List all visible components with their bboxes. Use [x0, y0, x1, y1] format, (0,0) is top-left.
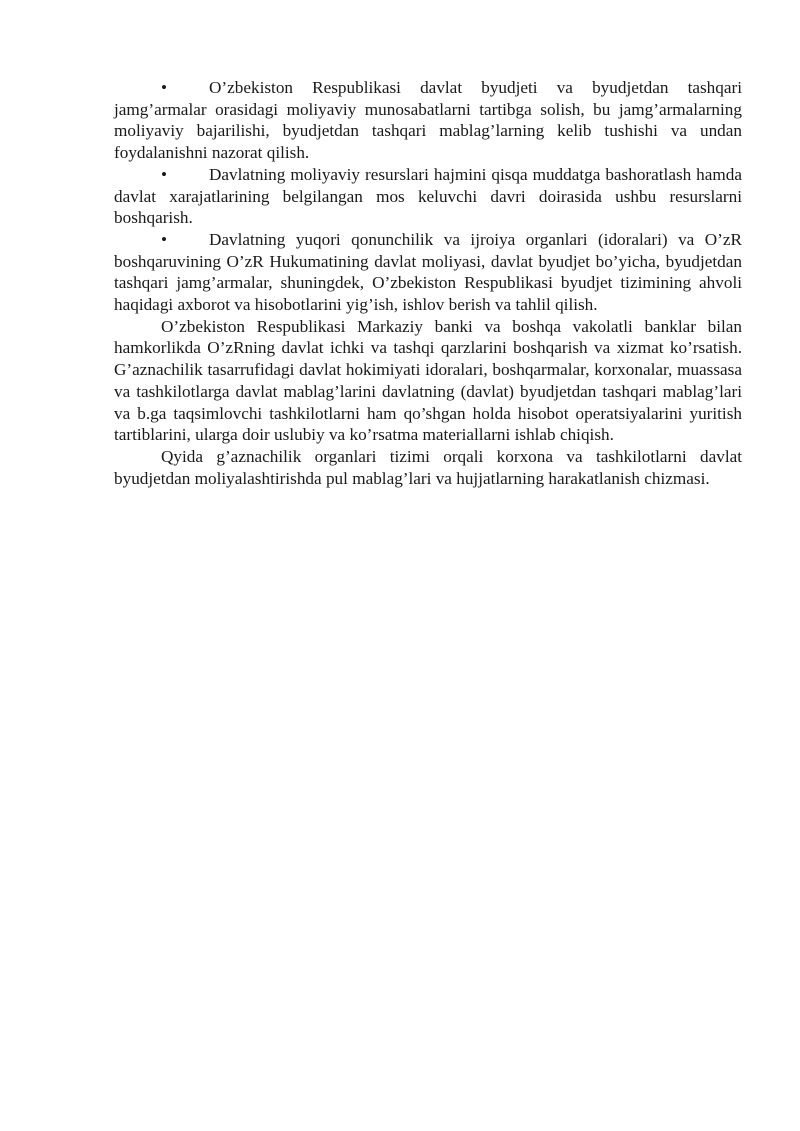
bullet-symbol: •: [161, 164, 168, 184]
bullet-symbol: •: [161, 229, 168, 249]
paragraph-central-bank: O’zbekiston Respublikasi Markaziy banki va boshqa vakolatli banklar bilan hamkorlikda O’zRning davlat ichki va tashqi qarzlarini boshqarish va xizmat ko’rsatish. G’aznachilik tasarrufidagi davlat hokimiyati idoralari, boshqarmalar, korxonalar, muassasa va tashkilotlarga davlat mablag’larini davlatning (davlat) byudjetdan tashqari mablag’lari va b.ga taqsimlovchi tashkilotlarni ham qo’shgan holda hisobot operatsiyalarini yuritish tartiblarini, ularga doir uslubiy va ko’rsatma materiallarni ishlab chiqish.: [114, 316, 742, 445]
document-page: [114, 77, 742, 489]
bullet-item-2: [114, 164, 742, 229]
bullet-text-1: O’zbekiston Respublikasi davlat byudjeti va byudjetdan tashqari jamg’armalar orasidagi moliyaviy munosabatlarni tartibga solish, bu jamg’armalarning moliyaviy bajarilishi, byudjetdan tashqari mablag’larning kelib tushishi va undan foydalanishni nazorat qilish.: [114, 78, 742, 163]
bullet-item-3: [114, 229, 742, 316]
paragraph-diagram-intro: Qyida g’aznachilik organlari tizimi orqali korxona va tashkilotlarni davlat byudjetdan moliyalashtirishda pul mablag’lari va hujjatlarning harakatlanish chizmasi.: [114, 446, 742, 488]
bullet-text-2: Davlatning moliyaviy resurslari hajmini qisqa muddatga bashoratlash hamda davlat xarajatlarining belgilangan mos keluvchi davri doirasida ushbu resurslarni boshqarish.: [114, 164, 742, 228]
bullet-symbol: •: [161, 78, 168, 97]
bullet-text-3: Davlatning yuqori qonunchilik va ijroiya organlari (idoralari) va O’zR boshqaruvining O’zR Hukumatining davlat moliyasi, davlat byudjet bo’yicha, byudjetdan tashqari jamg’armalar, shuningdek, O’zbekiston Respublikasi byudjet tizimining ahvoli haqidagi axborot va hisobotlarini yig’ish, ishlov berish va tahlil qilish.: [114, 229, 742, 315]
bullet-item-1: [114, 77, 742, 164]
